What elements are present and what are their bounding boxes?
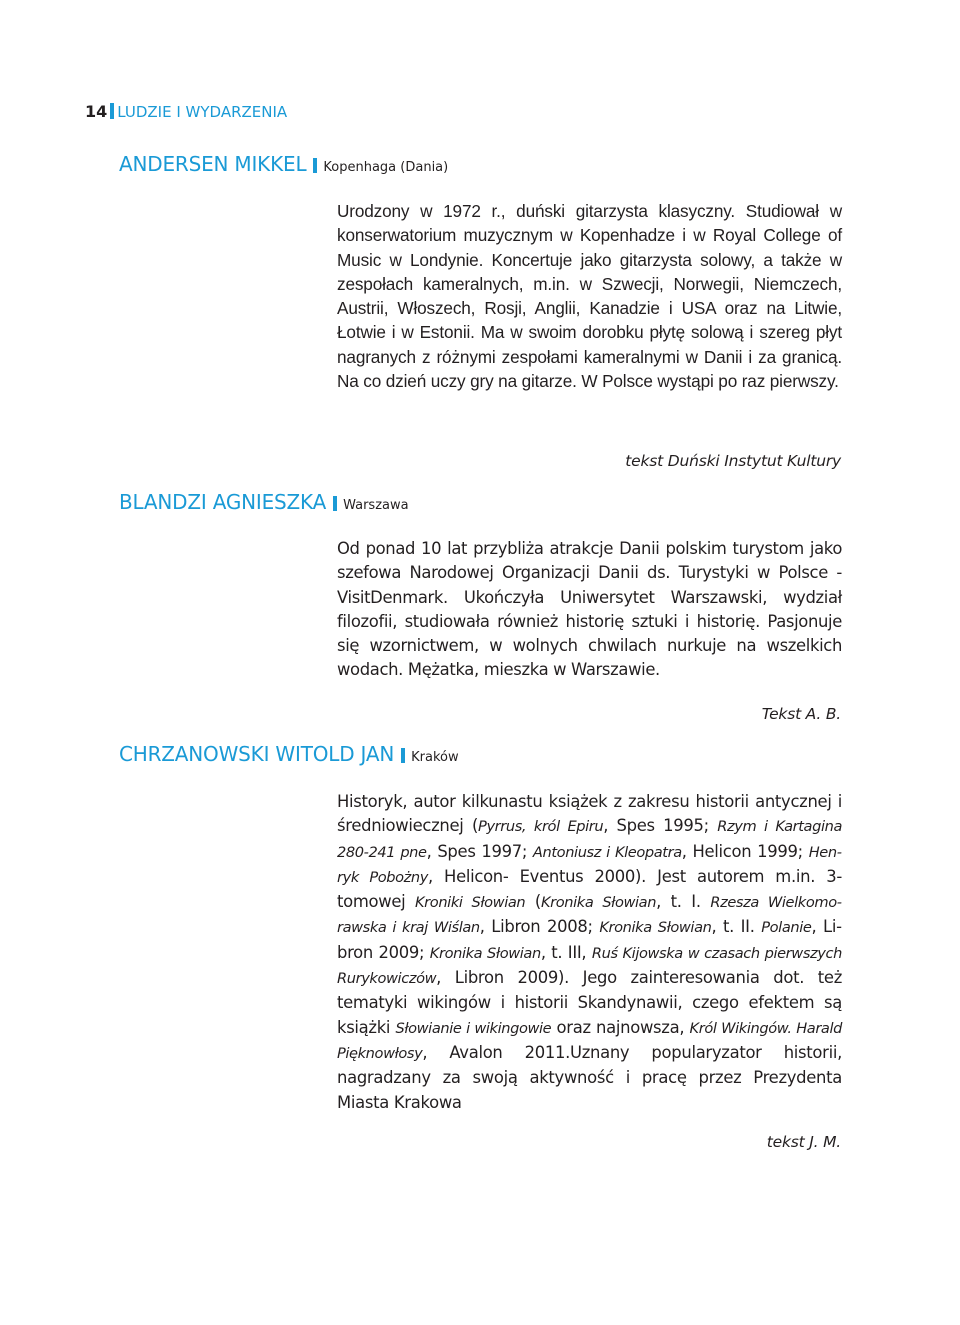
book-title: Kronika Słowian: [429, 944, 541, 962]
entry-heading: [119, 742, 459, 766]
book-title: Rzesza Wielkomorawska i kraj Wiślan: [337, 894, 843, 937]
bio-text: , Helicon 1999;: [681, 841, 809, 861]
bio-text: , t. I.: [656, 892, 711, 912]
page-number: 14: [85, 102, 108, 121]
entry-heading: [119, 490, 409, 514]
bio-text: (: [525, 892, 541, 912]
bio-text: , Libron 2008;: [479, 917, 600, 937]
heading-divider-bar: [333, 496, 337, 511]
entry-bio: [337, 790, 842, 1115]
book-title: Antoniusz i Kleopatra: [532, 843, 682, 861]
bio-text: oraz najnowsza,: [551, 1017, 690, 1037]
bio-text: , Helicon- Eventus 2000). Jest autorem m.in. 3-tomowej: [337, 866, 843, 912]
entry-credit: Tekst A. B.: [761, 705, 841, 723]
book-title: Kronika Słowian: [599, 919, 712, 937]
person-city: Kraków: [411, 750, 459, 765]
entry-bio: Urodzony w 1972 r., duński gitarzysta klasyczny. Studiował w konserwatorium muzycznym w Kopenhadze i w Royal College of Music w Londynie. Koncertuje jako gitarzysta solowy, a także w zespołach kameralnych, m.in. w Szwecji, Norwegii, Niemczech, Austrii, Włoszech, Rosji, Anglii, Kanadzie i USA oraz na Litwie, Łotwie i w Estonii. Ma w swoim dorobku płytę solową i szereg płyt nagranych z różnymi zespołami kameralnymi w Danii i za granicą. Na co dzień uczy gry na gitarze. W Polsce wystąpi po raz pierwszy.: [337, 201, 842, 392]
bio-text: , Avalon 2011.Uznany popularyzator historii, nagradzany za swoją aktywność i pracę przez Prezydenta Miasta Krakowa: [337, 1042, 842, 1112]
person-name: ANDERSEN MIKKEL: [119, 152, 307, 176]
heading-divider-bar: [401, 748, 405, 763]
book-title: Ruś Kijowska w czasach pierwszych Rurykowiczów: [337, 944, 842, 988]
heading-divider-bar: [313, 158, 317, 173]
page-header: [85, 100, 287, 124]
book-title: Pyrrus, król Epiru: [478, 818, 604, 836]
person-name: BLANDZI AGNIESZKA: [119, 490, 327, 514]
book-title: Polanie: [761, 919, 812, 937]
person-city: Kopenhaga (Dania): [323, 160, 449, 175]
bio-text: , t. II.: [711, 917, 762, 937]
bio-text: , Spes 1995;: [603, 816, 718, 836]
section-title: LUDZIE I WYDARZENIA: [117, 103, 288, 121]
bio-text: Historyk, autor kilkunastu książek z zakresu historii antycznej i średniowiecznej (: [337, 792, 842, 836]
entry-bio: Od ponad 10 lat przybliża atrakcje Danii polskim turystom jako szefowa Narodowej Organizacji Danii ds. Turystyki w Polsce - VisitDenmark. Ukończyła Uniwersytet Warszawski, wydział filozofii, studiowała również historię sztuki i historię. Pasjonuje się wzornictwem, w wolnych chwilach nurkuje na wszelkich wodach. Mężatka, mieszka w Warszawie.: [337, 539, 842, 680]
book-title: Kroniki Słowian: [415, 894, 526, 912]
bio-text: , Libron 2009). Jego zainteresowania dot. też tematyki wikingów i historii Skandynawii, czego efektem są książki: [337, 968, 842, 1037]
bio-text: , Spes 1997;: [426, 841, 533, 861]
entry-credit: tekst Duński Instytut Kultury: [625, 452, 841, 470]
bio-text: , Libron 2009;: [337, 917, 843, 962]
entry-heading: [119, 152, 448, 176]
entry-credit: tekst J. M.: [766, 1133, 841, 1151]
book-title: Król Wikingów. Harald Pięknowłosy: [337, 1019, 842, 1062]
book-title: Słowianie i wikingowie: [395, 1019, 552, 1037]
book-title: Kronika Słowian: [540, 894, 657, 912]
person-name: CHRZANOWSKI WITOLD JAN: [119, 742, 395, 766]
book-title: Rzym i Kartagina 280-241 pne: [337, 818, 842, 861]
book-title: Henryk Pobożny: [337, 843, 842, 886]
person-city: Warszawa: [343, 498, 409, 513]
header-divider-bar: [110, 103, 114, 119]
bio-text: , t. III,: [540, 942, 592, 962]
